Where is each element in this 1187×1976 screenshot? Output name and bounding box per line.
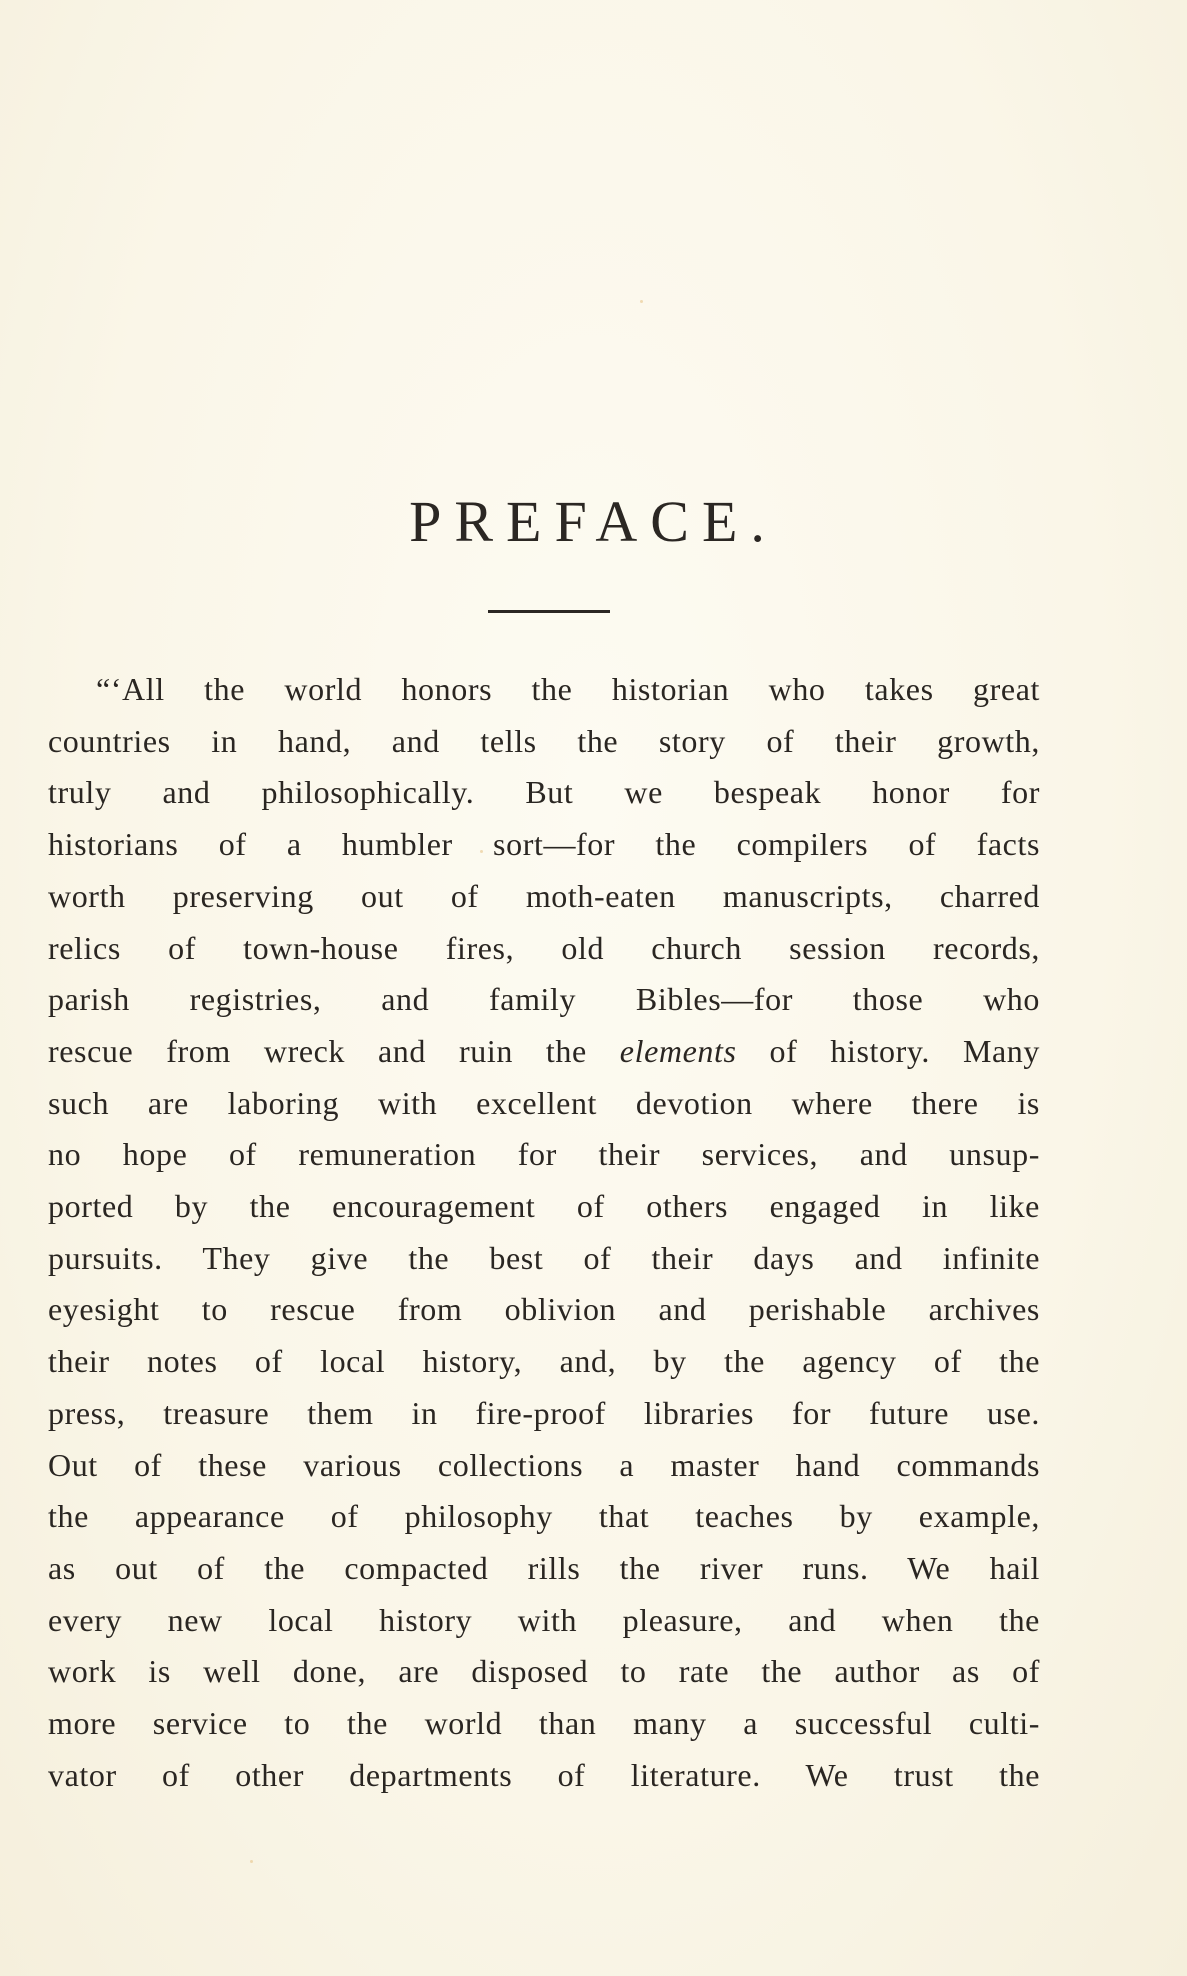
preface-line: pursuits. They give the best of their days and infinite <box>48 1239 1040 1276</box>
preface-line: countries in hand, and tells the story of their growth, <box>48 722 1040 759</box>
preface-line: the appearance of philosophy that teaches by example, <box>48 1498 1040 1535</box>
preface-line: press, treasure them in fire-proof libraries for future use. <box>48 1394 1040 1431</box>
preface-line: truly and philosophically. But we bespeak honor for <box>48 774 1040 811</box>
preface-line: every new local history with pleasure, and when the <box>48 1601 1040 1638</box>
italic-word: elements <box>619 1032 737 1069</box>
preface-line: ported by the encouragement of others engaged in like <box>48 1188 1040 1225</box>
preface-line: no hope of remuneration for their services, and unsup- <box>48 1136 1040 1173</box>
preface-line: worth preserving out of moth-eaten manuscripts, charred <box>48 877 1040 914</box>
preface-line: such are laboring with excellent devotion where there is <box>48 1084 1040 1121</box>
preface-line: “‘All the world honors the historian who takes great <box>96 671 1040 707</box>
preface-line: their notes of local history, and, by the agency of the <box>48 1343 1040 1380</box>
preface-line: more service to the world than many a successful culti- <box>48 1705 1040 1742</box>
preface-line-start: rescue from wreck and ruin the <box>48 1032 587 1069</box>
paper-speck <box>640 300 643 303</box>
paper-speck <box>250 1860 253 1863</box>
preface-line-end: of history. Many <box>769 1032 1040 1069</box>
preface-line: relics of town-house fires, old church session records, <box>48 929 1040 966</box>
preface-line: as out of the compacted rills the river runs. We hail <box>48 1549 1040 1586</box>
preface-line <box>48 1026 1040 1078</box>
preface-line: historians of a humbler sort—for the compilers of facts <box>48 826 1040 863</box>
preface-line: parish registries, and family Bibles—for those who <box>48 981 1040 1018</box>
preface-line: Out of these various collections a master hand commands <box>48 1446 1040 1483</box>
preface-line: eyesight to rescue from oblivion and perishable archives <box>48 1291 1040 1328</box>
page-title: PREFACE. <box>409 489 778 554</box>
title-rule <box>488 610 610 613</box>
preface-line: vator of other departments of literature. We trust the <box>48 1756 1040 1793</box>
preface-line: work is well done, are disposed to rate the author as of <box>48 1653 1040 1690</box>
preface-text <box>48 664 1040 1801</box>
